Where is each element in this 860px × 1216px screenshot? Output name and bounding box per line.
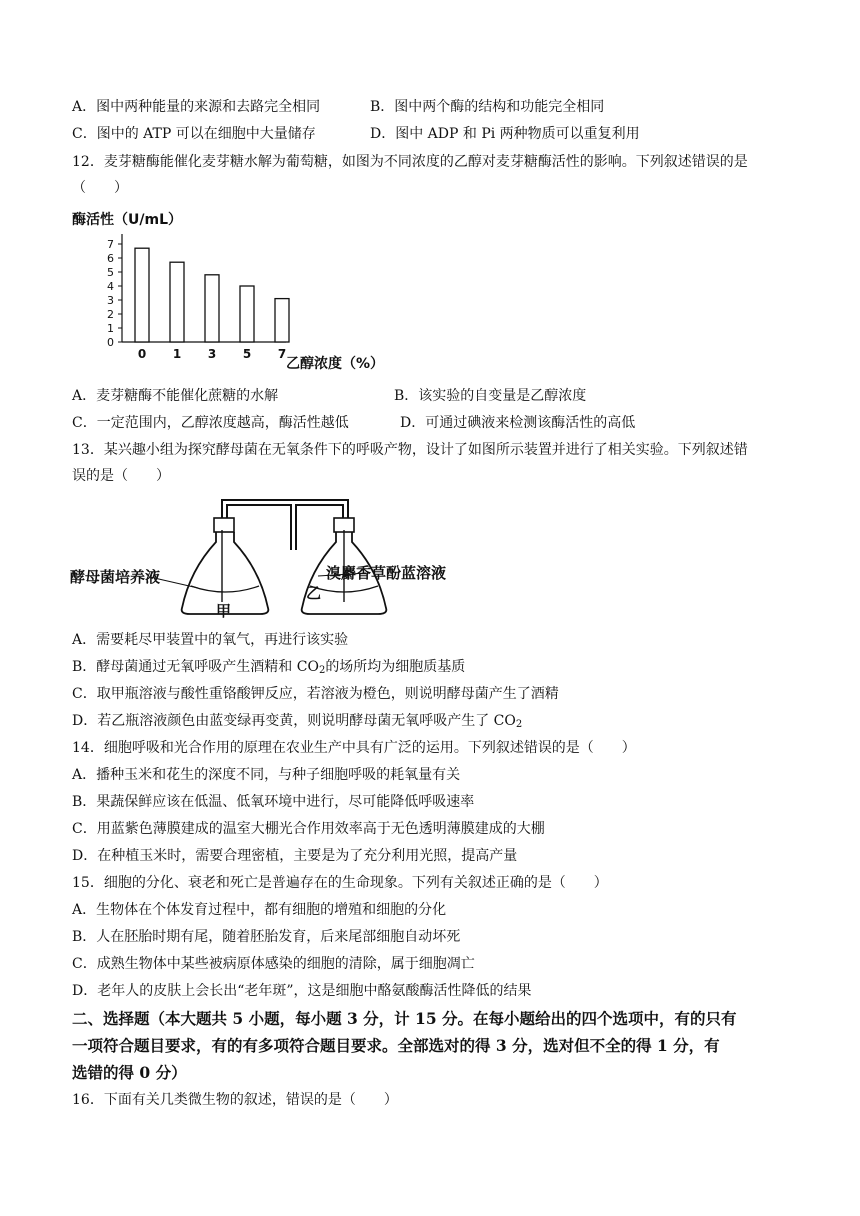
chart-y-label: 酶活性（U/mL）: [72, 212, 182, 228]
flask-a-label: 甲: [216, 602, 232, 620]
q15-option-c: C．成熟生物体中某些被病原体感染的细胞的清除，属于细胞凋亡: [72, 956, 475, 972]
q13-stem-line1: 13．某兴趣小组为探究酵母菌在无氧条件下的呼吸产物，设计了如图所示装置并进行了相关实验。下列叙述错: [72, 442, 748, 458]
bromothymol-blue-label: 溴麝香草酚蓝溶液: [326, 564, 447, 582]
y-tick-label: 4: [107, 280, 114, 293]
x-tick-label: 0: [137, 347, 147, 361]
q12-option-d: D．可通过碘液来检测该酶活性的高低: [400, 415, 636, 431]
q14-stem: 14．细胞呼吸和光合作用的原理在农业生产中具有广泛的运用。下列叙述错误的是（ ）: [72, 740, 636, 756]
flask-a: [182, 518, 269, 614]
bar-5: [240, 286, 254, 342]
q16-stem: 16．下面有关几类微生物的叙述，错误的是（ ）: [72, 1092, 398, 1108]
x-tick-label: 5: [242, 347, 252, 361]
q14-option-a: A．播种玉米和花生的深度不同，与种子细胞呼吸的耗氧量有关: [72, 767, 461, 783]
y-tick-label: 1: [107, 322, 114, 335]
q15-stem: 15．细胞的分化、衰老和死亡是普遍存在的生命现象。下列有关叙述正确的是（ ）: [72, 875, 608, 891]
q13-option-a: A．需要耗尽甲装置中的氧气，再进行该实验: [72, 632, 349, 648]
y-tick-label: 5: [107, 266, 114, 279]
q13-option-c: C．取甲瓶溶液与酸性重铬酸钾反应，若溶液为橙色，则说明酵母菌产生了酒精: [72, 686, 559, 702]
q11-option-a: A．图中两种能量的来源和去路完全相同: [72, 99, 321, 115]
y-tick-label: 7: [107, 238, 114, 251]
section2-heading-line1: 二、选择题（本大题共 5 小题，每小题 3 分，计 15 分。在每小题给出的四个选项中，有的只有: [72, 1009, 737, 1028]
yeast-culture-label: 酵母菌培养液: [70, 568, 161, 586]
section2-heading-line2: 一项符合题目要求，有的有多项符合题目要求。全部选对的得 3 分，选对但不全的得 1 分，有: [72, 1036, 720, 1055]
flask-b-label: 乙: [306, 584, 322, 602]
q12-stem: 12．麦芽糖酶能催化麦芽糖水解为葡萄糖，如图为不同浓度的乙醇对麦芽糖酶活性的影响。下列叙述错误的是: [72, 154, 748, 170]
q12-option-b: B．该实验的自变量是乙醇浓度: [394, 388, 587, 404]
q13-option-b: B．酵母菌通过无氧呼吸产生酒精和 $CO_2$的场所均为细胞质基质: [72, 659, 466, 676]
q14-option-c: C．用蓝紫色薄膜建成的温室大棚光合作用效率高于无色透明薄膜建成的大棚: [72, 821, 545, 837]
y-tick-label: 3: [107, 294, 114, 307]
q13-option-d: D．若乙瓶溶液颜色由蓝变绿再变黄，则说明酵母菌无氧呼吸产生了 $CO_2$: [72, 713, 523, 730]
bar-7: [275, 299, 289, 342]
y-tick-label: 0: [107, 336, 114, 349]
x-tick-label: 3: [207, 347, 217, 361]
q15-option-b: B．人在胚胎时期有尾，随着胚胎发育，后来尾部细胞自动坏死: [72, 929, 461, 945]
q12-option-a: A．麦芽糖酶不能催化蔗糖的水解: [72, 388, 279, 404]
bar-0: [135, 248, 149, 342]
fermentation-apparatus-diagram: [70, 490, 490, 626]
connecting-tube: [222, 500, 348, 550]
enzyme-activity-bar-chart: [70, 204, 410, 376]
chart-x-label: 乙醇浓度（%）: [286, 356, 385, 372]
y-tick-label: 2: [107, 308, 114, 321]
q13-stem-line2: 误的是（ ）: [72, 468, 170, 484]
q11-option-c: C．图中的 ATP 可以在细胞中大量储存: [72, 126, 316, 142]
q14-option-b: B．果蔬保鲜应该在低温、低氧环境中进行，尽可能降低呼吸速率: [72, 794, 475, 810]
q11-option-b: B．图中两个酶的结构和功能完全相同: [370, 99, 605, 115]
q12-option-c: C．一定范围内，乙醇浓度越高，酶活性越低: [72, 415, 349, 431]
bar-1: [170, 262, 184, 342]
q11-option-d: D．图中 ADP 和 Pi 两种物质可以重复利用: [370, 126, 640, 142]
y-tick-label: 6: [107, 252, 114, 265]
bar-3: [205, 275, 219, 342]
section2-heading-line3: 选错的得 0 分）: [72, 1063, 187, 1082]
q15-option-a: A．生物体在个体发育过程中，都有细胞的增殖和细胞的分化: [72, 902, 447, 918]
x-tick-label: 7: [277, 347, 287, 361]
q12-paren: （ ）: [72, 180, 128, 196]
q14-option-d: D．在种植玉米时，需要合理密植，主要是为了充分利用光照，提高产量: [72, 848, 518, 864]
q15-option-d: D．老年人的皮肤上会长出“老年斑”，这是细胞中酪氨酸酶活性降低的结果: [72, 983, 532, 999]
x-tick-label: 1: [172, 347, 182, 361]
